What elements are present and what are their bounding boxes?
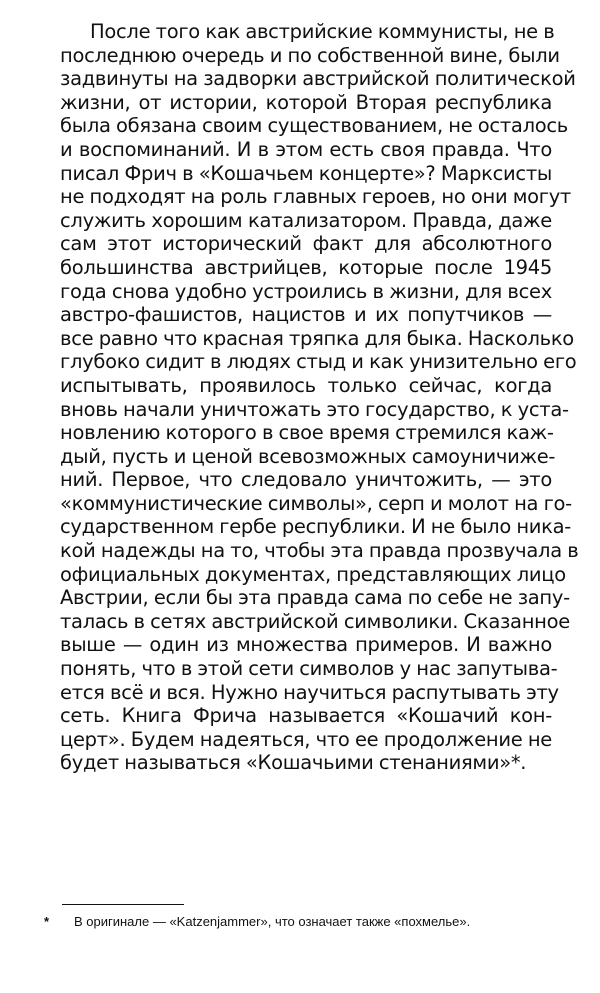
text-line: задвинуты на задворки австрийской политической	[60, 67, 576, 91]
text-line: Австрии, если бы эта правда сама по себе не запу-	[60, 586, 570, 610]
text-line: понять, что в этой сети символов у нас запутыва-	[60, 657, 558, 681]
text-line: австро-фашистов, нацистов и их попутчиков —	[60, 303, 552, 327]
text-line: кой надежды на то, чтобы эта правда прозвучала в	[60, 539, 579, 563]
text-line: будет называться «Кошачьими стенаниями»*.	[60, 751, 527, 775]
text-line: жизни, от истории, которой Вторая республика	[60, 90, 552, 114]
text-line: ний. Первое, что следовало уничтожить, — это	[60, 468, 552, 492]
footnote	[44, 914, 564, 930]
text-line: дый, пусть и ценой всевозможных самоуничиже-	[60, 444, 556, 468]
main-paragraph	[60, 20, 579, 775]
text-line: была обязана своим существованием, не осталось	[60, 114, 568, 138]
text-line: сударственном гербе республики. И не было ника-	[60, 515, 572, 539]
footnote-divider	[62, 904, 184, 905]
text-line: «коммунистические символы», серп и молот на го-	[60, 491, 572, 515]
text-line: сеть. Книга Фрича называется «Кошачий кон-	[60, 704, 552, 728]
footnote-text: В оригинале — «Katzenjammer», что означает также «похмелье».	[74, 914, 471, 929]
text-line: и воспоминаний. И в этом есть своя правда. Что	[60, 137, 552, 161]
text-line: выше — один из множества примеров. И важно	[60, 633, 552, 657]
text-line: года снова удобно устроились в жизни, для всех	[60, 279, 552, 303]
text-line: большинства австрийцев, которые после 1945	[60, 255, 552, 279]
text-line: не подходят на роль главных героев, но они могут	[60, 185, 571, 209]
text-line: После того как австрийские коммунисты, не в	[90, 20, 555, 43]
text-line: глубоко сидит в людях стыд и как унизительно его	[60, 350, 577, 374]
text-line: талась в сетях австрийской символики. Сказанное	[60, 609, 570, 633]
text-line: сам этот исторический факт для абсолютного	[60, 232, 552, 256]
text-line: писал Фрич в «Кошачьем концерте»? Марксисты	[60, 161, 552, 185]
text-line: новлению которого в свое время стремился каж-	[60, 421, 554, 445]
text-line: испытывать, проявилось только сейчас, когда	[60, 373, 552, 397]
text-line: последнюю очередь и по собственной вине, были	[60, 43, 560, 67]
text-line: служить хорошим катализатором. Правда, даже	[60, 208, 552, 232]
text-line: все равно что красная тряпка для быка. Насколько	[60, 326, 574, 350]
text-line: вновь начали уничтожать это государство, к уста-	[60, 397, 569, 421]
text-line: ется всё и вся. Нужно научиться распутывать эту	[60, 680, 559, 704]
text-line: церт». Будем надеяться, что ее продолжение не	[60, 727, 552, 751]
text-line: официальных документах, представляющих лицо	[60, 562, 566, 586]
footnote-mark: *	[44, 914, 50, 929]
